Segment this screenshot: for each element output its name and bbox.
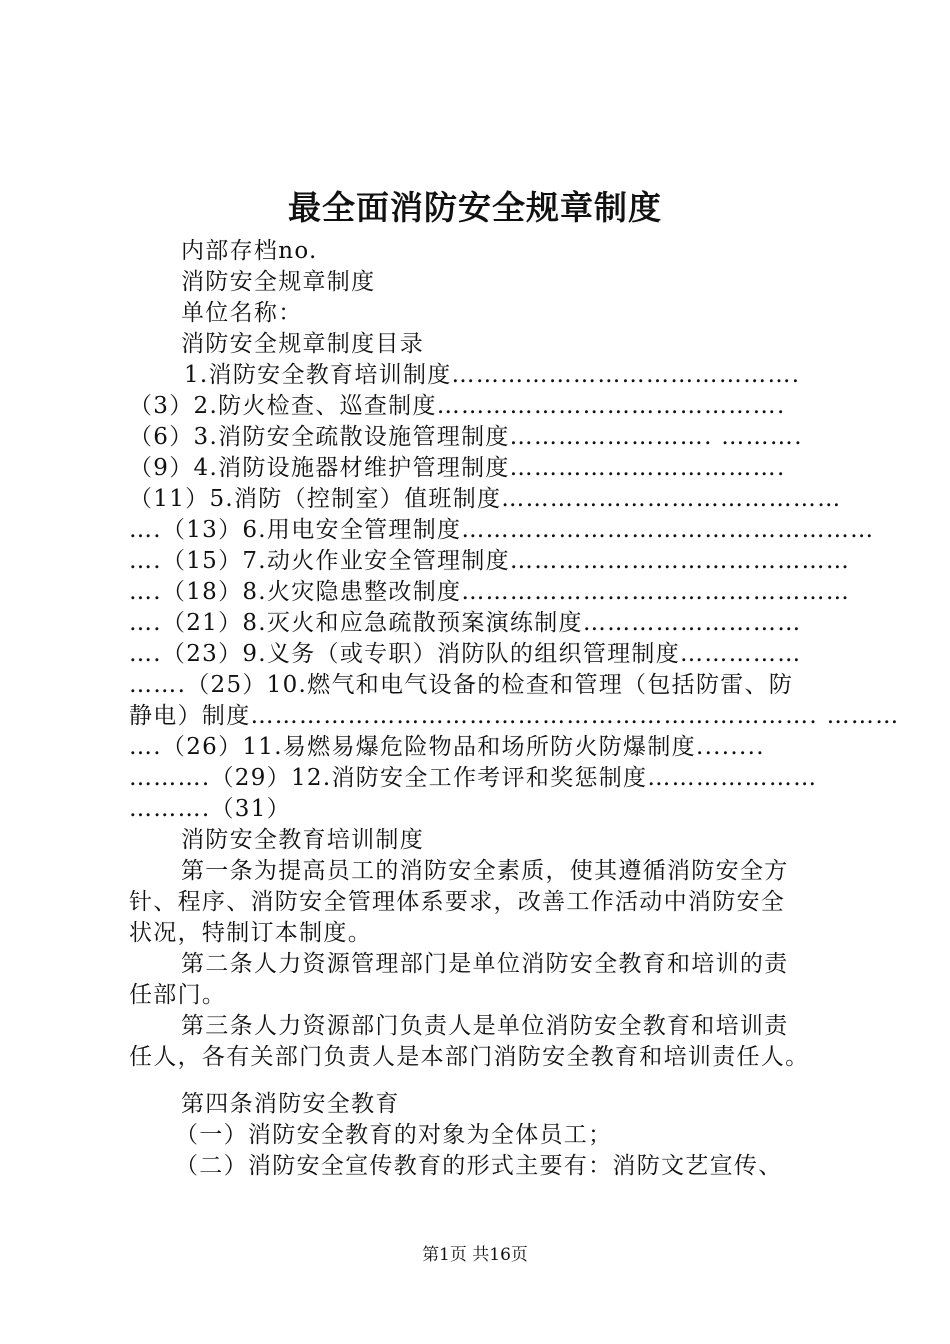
list-item: （二）消防安全宣传教育的形式主要有：消防文艺宣传、 [175,1153,783,1179]
toc-line: （11）5.消防（控制室）值班制度…………………………………… [129,486,842,512]
section-heading: 消防安全教育培训制度 [181,827,424,853]
paragraph-line: 第二条人力资源管理部门是单位消防安全教育和培训的责 [181,951,789,977]
paragraph-line: 第一条为提高员工的消防安全素质，使其遵循消防安全方 [181,858,789,884]
toc-heading: 消防安全规章制度目录 [181,331,424,357]
list-item: （一）消防安全教育的对象为全体员工； [175,1122,613,1148]
toc-line: ….（23）9.义务（或专职）消防队的组织管理制度…………… [129,641,802,667]
table-of-contents [129,360,900,825]
article-3 [129,1011,829,1073]
toc-line: ……….（31） [129,796,291,822]
archive-number-line: 内部存档no. [181,238,318,264]
paragraph-spacer [129,1073,829,1089]
paragraph-line: 任人，各有关部门负责人是本部门消防安全教育和培训责任人。 [129,1044,810,1070]
toc-line: （3）2.防火检查、巡查制度……………………………………. [129,393,786,419]
unit-name-line: 单位名称： [181,300,303,326]
regulation-name-line: 消防安全规章制度 [181,269,376,295]
article-1 [129,856,829,949]
toc-line: ….（26）11.易燃易爆危险物品和场所防火防爆制度........ [129,734,765,760]
toc-line: ….（18）8.火灾隐患整改制度………………………………………… [129,579,851,605]
article-4-heading: 第四条消防安全教育 [181,1091,400,1117]
toc-line: （9）4.消防设施器材维护管理制度……………………………. [129,455,786,481]
toc-line: （6）3.消防安全疏散设施管理制度……………………. ………. [129,424,803,450]
toc-line: ……….（29）12.消防安全工作考评和奖惩制度………………… [129,765,818,791]
toc-line: ….（13）6.用电安全管理制度…………………………………………… [129,517,875,543]
document-body [129,236,900,1182]
paragraph-line: 任部门。 [129,982,227,1008]
document-title: 最全面消防安全规章制度 [288,188,662,227]
paragraph-line: 针、程序、消防安全管理体系要求，改善工作活动中消防安全 [129,889,786,915]
toc-line: ….（21）8.灭火和应急疏散预案演练制度……………………… [129,610,802,636]
toc-line: …….（25）10.燃气和电气设备的检查和管理（包括防雷、防 [129,672,794,698]
page-number-footer: 第1页 共16页 [422,1245,528,1265]
paragraph-line: 状况，特制订本制度。 [129,920,372,946]
paragraph-line: 第三条人力资源部门负责人是单位消防安全教育和培训责 [181,1013,789,1039]
toc-line: ….（15）7.动火作业安全管理制度…………………………………… [129,548,851,574]
toc-line: 静电）制度……………………………………………………………. ……… [129,703,900,729]
toc-line: 1.消防安全教育培训制度……………………………………. [184,362,801,388]
article-2 [129,949,829,1011]
